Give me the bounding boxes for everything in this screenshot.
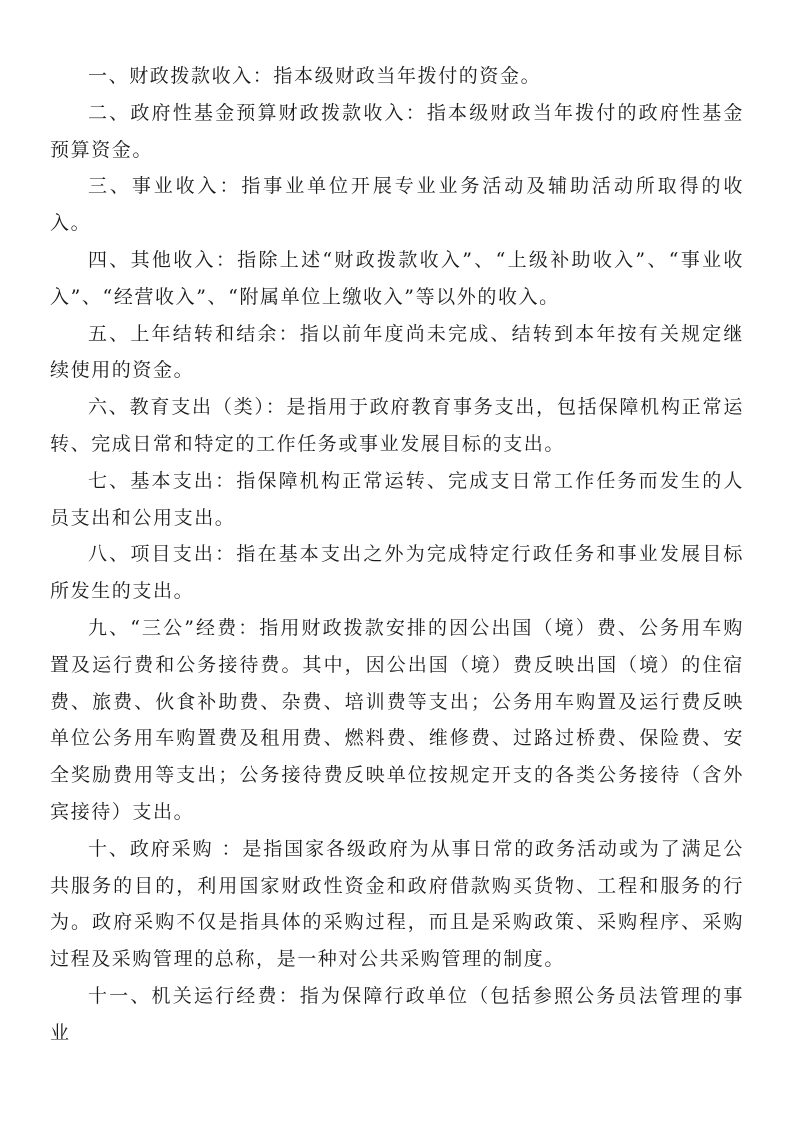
- paragraph-three-public-expenses: 九、“三公”经费：指用财政拨款安排的因公出国（境）费、公务用车购置及运行费和公务接待费。其中，因公出国（境）费反映出国（境）的住宿费、旅费、伙食补助费、杂费、培训费等支出；公务用车购置及运行费反映单位公务用车购置费及租用费、燃料费、维修费、过路过桥费、保险费、安全奖励费用等支出；公务接待费反映单位按规定开支的各类公务接待（含外宾接待）支出。: [50, 616, 744, 823]
- paragraph-basic-expenditure: 七、基本支出：指保障机构正常运转、完成支日常工作任务而发生的人员支出和公用支出。: [50, 469, 744, 529]
- paragraph-government-fund-income: 二、政府性基金预算财政拨款收入：指本级财政当年拨付的政府性基金预算资金。: [50, 101, 744, 161]
- paragraph-business-income: 三、事业收入：指事业单位开展专业业务活动及辅助活动所取得的收入。: [50, 175, 744, 235]
- paragraph-other-income: 四、其他收入：指除上述“财政拨款收入”、“上级补助收入”、“事业收入”、“经营收入”、“附属单位上缴收入”等以外的收入。: [50, 248, 744, 308]
- paragraph-government-procurement: 十、政府采购 ：是指国家各级政府为从事日常的政务活动或为了满足公共服务的目的，利用国家财政性资金和政府借款购买货物、工程和服务的行为。政府采购不仅是指具体的采购过程，而且是采购政策、采购程序、采购过程及采购管理的总称，是一种对公共采购管理的制度。: [50, 837, 744, 971]
- paragraph-project-expenditure: 八、项目支出：指在基本支出之外为完成特定行政任务和事业发展目标所发生的支出。: [50, 543, 744, 603]
- paragraph-carryover-balance: 五、上年结转和结余：指以前年度尚未完成、结转到本年按有关规定继续使用的资金。: [50, 322, 744, 382]
- paragraph-agency-operating-expenses: 十一、机关运行经费：指为保障行政单位（包括参照公务员法管理的事业: [50, 984, 744, 1044]
- document-body: [50, 58, 744, 1052]
- paragraph-education-expenditure: 六、教育支出（类）：是指用于政府教育事务支出，包括保障机构正常运转、完成日常和特定的工作任务或事业发展目标的支出。: [50, 396, 744, 455]
- paragraph-fiscal-appropriation-income: 一、财政拨款收入：指本级财政当年拨付的资金。: [88, 65, 542, 87]
